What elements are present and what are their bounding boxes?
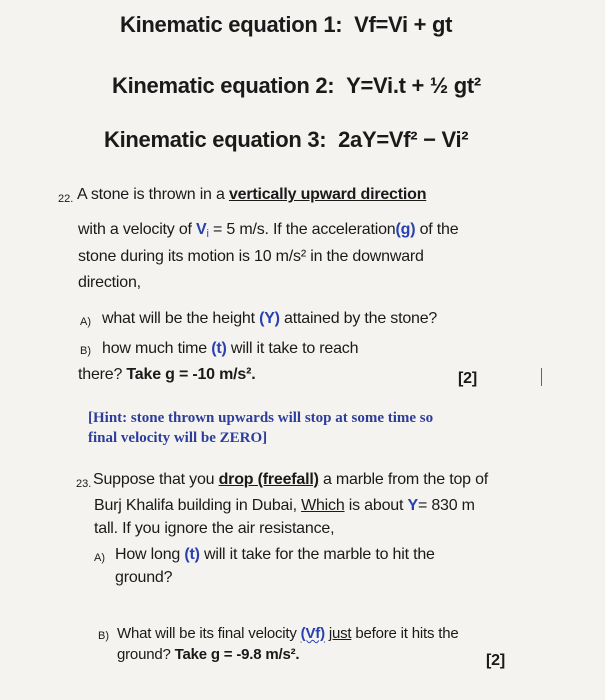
q23-part-a-text: will it take for the marble to hit the [199,546,435,563]
question-23-number: 23. [76,478,92,490]
equation-2-label: Kinematic equation 2: [112,73,335,98]
q22-acceleration-symbol: (g) [395,221,416,238]
q22-part-a-text: attained by the stone? [279,310,438,327]
question-22-number: 22. [58,193,74,205]
q22-text: of the [415,221,459,238]
q22-part-b-text: how much time [102,340,212,357]
q22-part-b-label: B) [80,345,91,357]
q22-line-3: stone during its motion is 10 m/s² in the downward [78,248,424,265]
q23-time-symbol: (t) [184,546,200,563]
q23-text: = 830 m [417,497,475,514]
q23-part-a-label: A) [94,552,105,564]
equation-3-formula: 2aY=Vf² − Vi² [338,127,469,152]
q22-height-symbol: (Y) [259,310,280,327]
q22-part-a [102,310,437,328]
q22-hint-line-1: [Hint: stone thrown upwards will stop at some time so [88,410,434,426]
cursor-bar [541,368,542,386]
q23-text: Suppose that you [93,471,219,488]
q22-part-b [102,340,358,358]
q23-underlined-phrase: drop (freefall) [218,471,319,488]
q22-line-2 [78,221,458,240]
q23-part-b-text: What will be its final velocity [117,625,301,642]
q23-gravity-value: Take g = -9.8 m/s². [174,646,300,663]
q23-part-a-line-2: ground? [115,569,173,586]
q22-line-1 [77,186,426,204]
q22-part-a-text: what will be the height [102,310,260,327]
q23-marks: [2] [486,652,505,669]
q23-part-b [117,625,459,642]
q23-underlined-word: Which [301,497,345,514]
equation-2 [112,73,481,99]
q22-part-b-line-2 [78,366,255,384]
q22-text: with a velocity of [78,221,197,238]
q22-hint-line-2: final velocity will be ZERO] [88,430,268,446]
q22-time-symbol: (t) [211,340,227,357]
q23-part-a-text: How long [115,546,185,563]
q23-text: Burj Khalifa building in Dubai, [94,497,302,514]
q22-text: A stone is thrown in a [77,186,229,203]
q23-part-b-text: before it hits the [351,625,459,642]
q22-underlined-phrase: vertically upward direction [228,186,427,203]
equation-1-formula: Vf=Vi + gt [354,12,453,37]
equation-1-label: Kinematic equation 1: [120,12,343,37]
q23-text: a marble from the top of [318,471,489,488]
q23-line-2 [94,497,475,515]
q23-part-b-text: ground? [117,646,175,663]
equation-2-formula: Y=Vi.t + ½ gt² [346,73,481,98]
q23-final-velocity-symbol: (Vf) [300,625,325,642]
q22-part-a-label: A) [80,316,91,328]
q22-part-b-text: there? [78,366,127,383]
equation-3 [104,127,468,153]
q22-gravity-value: Take g = -10 m/s². [126,366,256,383]
q23-part-b-label: B) [98,630,109,642]
equation-3-label: Kinematic equation 3: [104,127,327,152]
q23-height-symbol: Y [407,497,418,514]
q22-part-b-text: will it take to reach [226,340,359,357]
q23-line-1 [93,471,488,489]
q23-text: is about [344,497,408,514]
q23-underlined-word: just [328,625,352,642]
q23-part-b-line-2 [117,646,299,663]
q22-text: = 5 m/s. If the acceleration [208,221,396,238]
q22-velocity-subscript: i [206,228,209,240]
q23-part-a [115,546,435,564]
q22-marks: [2] [458,370,477,387]
q22-velocity-symbol: V [196,221,207,238]
q22-line-4: direction, [78,274,141,291]
q23-line-3: tall. If you ignore the air resistance, [94,520,335,537]
equation-1 [120,12,452,38]
